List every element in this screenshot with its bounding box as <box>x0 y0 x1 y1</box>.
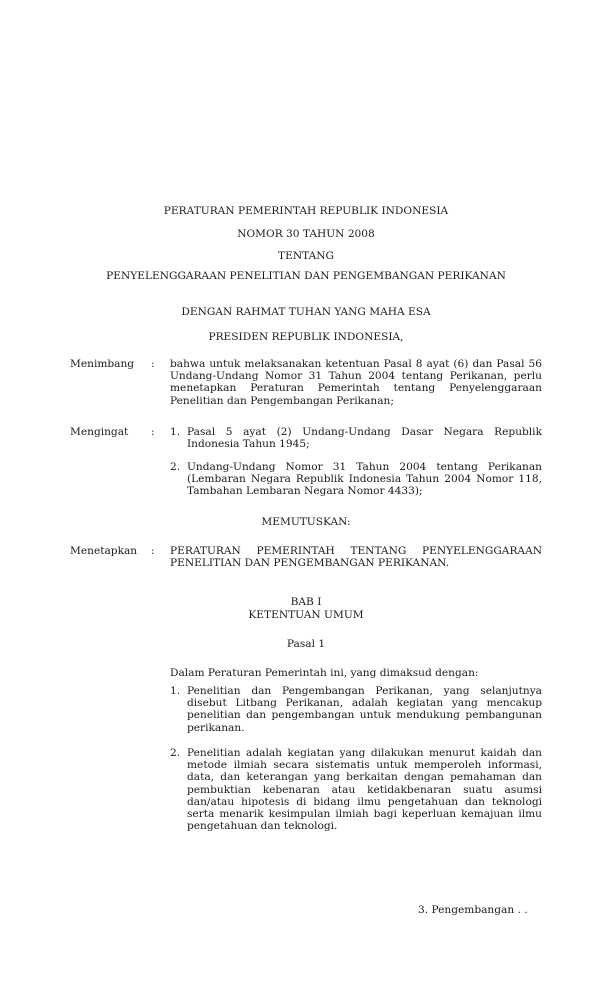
menetapkan-text: PERATURAN PEMERINTAH TENTANG PENYELENGGARAAN PENELITIAN DAN PENGEMBANGAN PERIKANAN. <box>170 545 542 570</box>
title-line-2: NOMOR 30 TAHUN 2008 <box>237 228 375 240</box>
title-line-3: TENTANG <box>278 250 334 262</box>
menimbang-text: bahwa untuk melaksanakan ketentuan Pasal 8 ayat (6) dan Pasal 56 Undang-Undang Nomor 31 Tahun 2004 tentang Perikanan, perlu menetapkan Peraturan Pemerintah tentang Penyelenggaraan Penelitian dan Pengembangan Perikanan; <box>170 358 542 407</box>
preamble-rahmat: DENGAN RAHMAT TUHAN YANG MAHA ESA <box>181 306 431 318</box>
bab-title: KETENTUAN UMUM <box>248 609 364 621</box>
title-line-4: PENYELENGGARAAN PENELITIAN DAN PENGEMBANGAN PERIKANAN <box>106 270 506 282</box>
definition-1-text: Penelitian dan Pengembangan Perikanan, yang selanjutnya disebut Litbang Perikanan, adalah kegiatan yang mencakup penelitian dan pengembangan untuk mendukung pembangunan perikanan. <box>187 685 542 734</box>
mengingat-item-2-number: 2. <box>170 461 181 473</box>
definition-1-number: 1. <box>170 685 181 697</box>
memutuskan-heading: MEMUTUSKAN: <box>261 516 351 528</box>
preamble-presiden: PRESIDEN REPUBLIK INDONESIA, <box>208 331 404 343</box>
menetapkan-label: Menetapkan <box>70 545 138 557</box>
menetapkan-colon: : <box>151 545 155 557</box>
menimbang-colon: : <box>151 358 155 370</box>
next-page-catchword: 3. Pengembangan . . <box>418 904 528 916</box>
mengingat-colon: : <box>151 426 155 438</box>
bab-number: BAB I <box>290 596 322 608</box>
mengingat-item-1-number: 1. <box>170 426 181 438</box>
mengingat-item-2-text: Undang-Undang Nomor 31 Tahun 2004 tentang Perikanan (Lembaran Negara Republik Indonesia Tahun 2004 Nomor 118, Tambahan Lembaran Negara Nomor 4433); <box>187 461 542 498</box>
mengingat-item-1-text: Pasal 5 ayat (2) Undang-Undang Dasar Negara Republik Indonesia Tahun 1945; <box>187 426 542 451</box>
definition-2-text: Penelitian adalah kegiatan yang dilakukan menurut kaidah dan metode ilmiah secara sistematis untuk memperoleh informasi, data, dan keterangan yang berkaitan dengan pemahaman dan pembuktian kebenaran atau ketidakbenaran suatu asumsi dan/atau hipotesis di bidang ilmu pengetahuan dan teknologi serta menarik kesimpulan ilmiah bagi keperluan kemajuan ilmu pengetahuan dan teknologi. <box>187 747 542 833</box>
pasal-intro: Dalam Peraturan Pemerintah ini, yang dimaksud dengan: <box>170 667 479 679</box>
menimbang-label: Menimbang <box>70 358 135 370</box>
mengingat-label: Mengingat <box>70 426 129 438</box>
definition-2-number: 2. <box>170 747 181 759</box>
title-line-1: PERATURAN PEMERINTAH REPUBLIK INDONESIA <box>163 205 449 217</box>
pasal-heading: Pasal 1 <box>286 638 326 650</box>
